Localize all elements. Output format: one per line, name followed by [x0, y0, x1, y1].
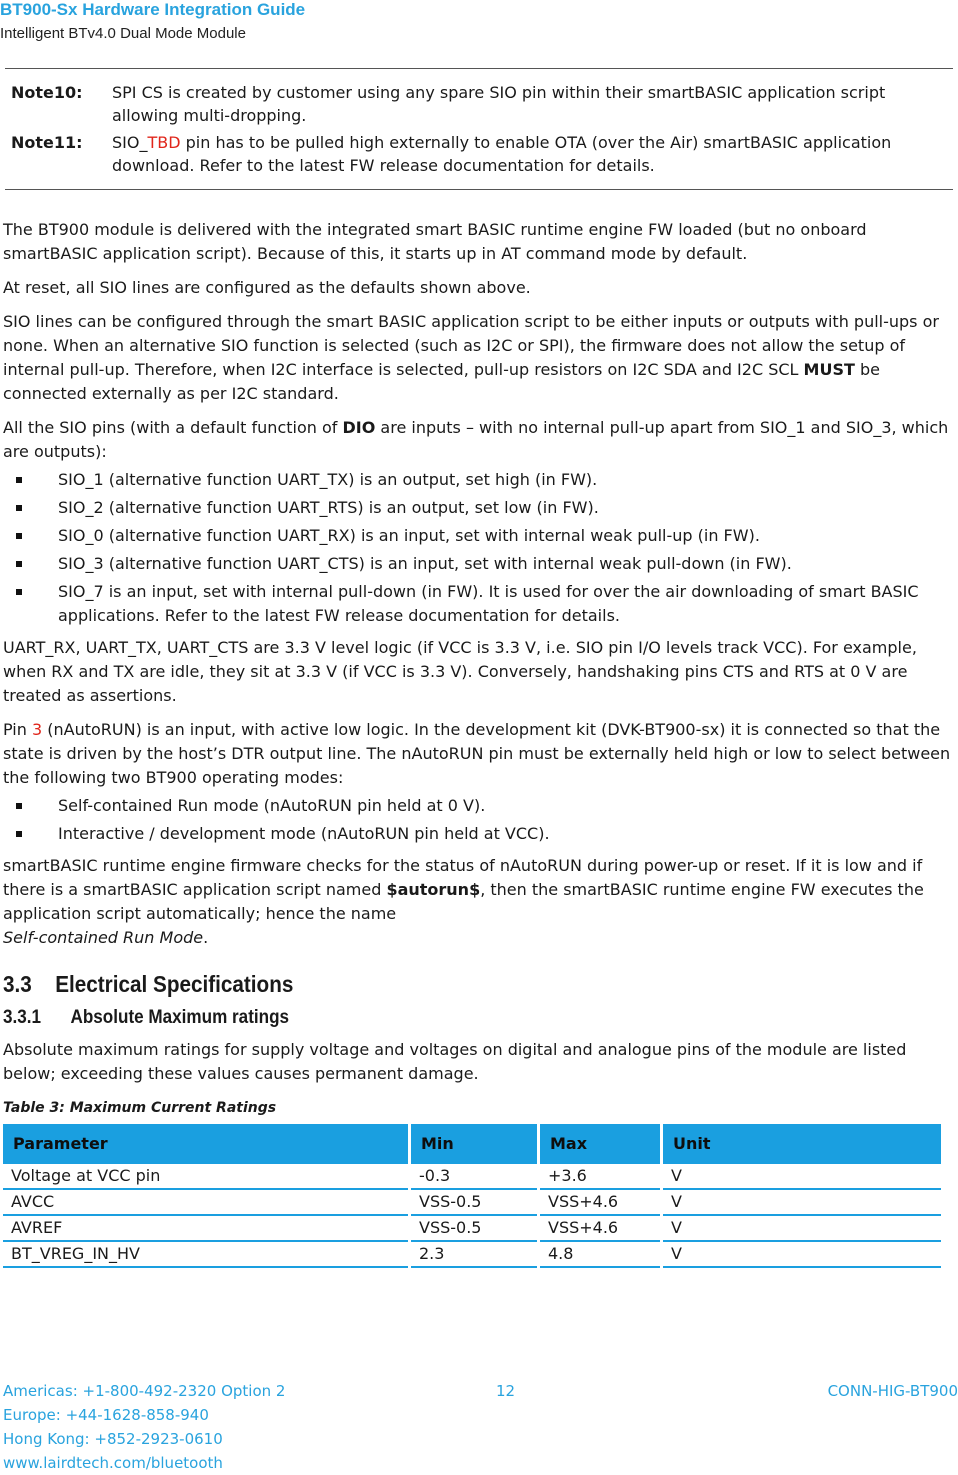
bullet-icon	[16, 477, 22, 483]
subsection-heading	[3, 1006, 858, 1030]
table-header-row	[3, 1124, 941, 1164]
document-title: BT900-Sx Hardware Integration Guide	[0, 0, 306, 19]
bullet-icon	[16, 561, 22, 567]
table-cell: -0.3	[411, 1164, 537, 1190]
table-cell: VSS-0.5	[411, 1216, 537, 1242]
note-text	[112, 131, 953, 177]
footer-americas: Americas: +1-800-492-2320 Option 2	[3, 1382, 286, 1400]
note-text-start: SIO_	[112, 133, 148, 152]
bullet-icon	[16, 831, 22, 837]
footer-hongkong: Hong Kong: +852-2923-0610	[3, 1430, 223, 1448]
footer-website-link[interactable]: www.lairdtech.com/bluetooth	[3, 1454, 223, 1472]
subsection-number: 3.3.1	[3, 1007, 42, 1028]
page-number: 12	[496, 1382, 516, 1400]
table-cell: BT_VREG_IN_HV	[3, 1242, 408, 1268]
section-number: 3.3	[3, 971, 32, 997]
bullet-icon	[16, 589, 22, 595]
paragraph-autorun	[3, 718, 953, 790]
text-run: .	[203, 928, 209, 947]
list-item	[3, 496, 953, 520]
mode-list	[3, 794, 953, 846]
notes-box	[5, 68, 953, 190]
paragraph-reset: At reset, all SIO lines are configured as the defaults shown above.	[3, 278, 531, 297]
table-cell: +3.6	[540, 1164, 660, 1190]
table-row	[3, 1164, 941, 1190]
column-header: Unit	[663, 1124, 941, 1164]
text-run: SIO lines can be configured through the smart BASIC application script to be either inputs or outputs with pull-ups or none. When an alternative SIO function is selected (such as I2C or SPI), the firmware does not allow the setup of internal pull-up. Therefore, when I2C interface is selected, pull-up resistors on I2C SDA and I2C SCL	[3, 312, 939, 379]
list-item-text: Self-contained Run mode (nAutoRUN pin held at 0 V).	[58, 796, 486, 815]
document-code: CONN-HIG-BT900	[827, 1382, 958, 1400]
table-cell: V	[663, 1242, 941, 1268]
list-item-text: SIO_2 (alternative function UART_RTS) is an output, set low (in FW).	[58, 498, 599, 517]
column-header: Max	[540, 1124, 660, 1164]
table-cell: 2.3	[411, 1242, 537, 1268]
subsection-title: Absolute Maximum ratings	[70, 1007, 290, 1028]
paragraph-sio-pins	[3, 416, 953, 464]
list-item	[3, 552, 953, 576]
text-run: smartBASIC runtime engine firmware checks for the status of nAutoRUN during power-up or reset. If it is low and if there is a smartBASIC application script named	[3, 856, 923, 899]
list-item-text: SIO_0 (alternative function UART_RX) is an input, set with internal weak pull-up (in FW).	[58, 526, 760, 545]
bullet-icon	[16, 505, 22, 511]
paragraph-sio-config	[3, 310, 953, 406]
pin-number: 3	[31, 720, 43, 739]
footer-europe: Europe: +44-1628-858-940	[3, 1406, 209, 1424]
text-run: are inputs – with no internal pull-up apart from SIO_1 and SIO_3, which are outputs):	[3, 418, 949, 461]
table-caption: Table 3: Maximum Current Ratings	[3, 1100, 277, 1116]
table-cell: AVCC	[3, 1190, 408, 1216]
section-heading	[3, 972, 858, 996]
ratings-table	[0, 1124, 944, 1268]
table-cell: VSS+4.6	[540, 1190, 660, 1216]
text-bold: MUST	[803, 360, 855, 379]
list-item	[3, 580, 953, 628]
list-item	[3, 524, 953, 548]
section-title: Electrical Specifications	[55, 971, 294, 997]
table-cell: VSS+4.6	[540, 1216, 660, 1242]
page-header	[0, 0, 305, 44]
bullet-icon	[16, 533, 22, 539]
paragraph-uart: UART_RX, UART_TX, UART_CTS are 3.3 V level logic (if VCC is 3.3 V, i.e. SIO pin I/O levels track VCC). For example, when RX and TX are idle, they sit at 3.3 V (if VCC is 3.3 V). Conversely, handshaking pins CTS and RTS at 0 V are treated as assertions.	[3, 638, 917, 705]
table-cell: AVREF	[3, 1216, 408, 1242]
text-bold: $autorun$	[386, 880, 481, 899]
text-run: , then the smartBASIC runtime engine FW executes the application script automatically; hence the name	[3, 880, 924, 923]
text-italic: Self-contained Run Mode	[3, 928, 204, 947]
table-cell: V	[663, 1164, 941, 1190]
column-header: Min	[411, 1124, 537, 1164]
note-11	[5, 131, 953, 177]
table-cell: VSS-0.5	[411, 1190, 537, 1216]
note-10	[5, 81, 953, 127]
table-cell: 4.8	[540, 1242, 660, 1268]
table-row	[3, 1190, 941, 1216]
table-cell: V	[663, 1216, 941, 1242]
text-run: be connected externally as per I2C standard.	[3, 360, 880, 403]
text-run: (nAutoRUN) is an input, with active low logic. In the development kit (DVK-BT900-sx) it is connected so that the state is driven by the host’s DTR output line. The nAutoRUN pin must be externally held high or low to select between the following two BT900 operating modes:	[3, 720, 951, 787]
text-run: All the SIO pins (with a default function of	[3, 418, 343, 437]
text-bold: DIO	[342, 418, 376, 437]
list-item	[3, 468, 953, 492]
tbd-marker: TBD	[147, 133, 181, 152]
note-label: Note11:	[11, 133, 83, 152]
page-footer	[3, 1379, 958, 1475]
document-subtitle: Intelligent BTv4.0 Dual Mode Module	[0, 25, 246, 42]
list-item-text: SIO_3 (alternative function UART_CTS) is an input, set with internal weak pull-down (in FW).	[58, 554, 792, 573]
bullet-icon	[16, 803, 22, 809]
list-item	[3, 794, 953, 818]
page-body	[3, 218, 953, 1268]
list-item-text: SIO_7 is an input, set with internal pull-down (in FW). It is used for over the air downloading of smart BASIC applications. Refer to the latest FW release documentation for details.	[58, 582, 919, 625]
list-item-text: Interactive / development mode (nAutoRUN pin held at VCC).	[58, 824, 550, 843]
table-row	[3, 1242, 941, 1268]
table-row	[3, 1216, 941, 1242]
list-item	[3, 822, 953, 846]
sio-list	[3, 468, 953, 628]
paragraph-intro: The BT900 module is delivered with the integrated smart BASIC runtime engine FW loaded (but no onboard smartBASIC application script). Because of this, it starts up in AT command mode by default.	[3, 220, 867, 263]
note-text: SPI CS is created by customer using any spare SIO pin within their smartBASIC application script allowing multi-dropping.	[112, 83, 886, 125]
paragraph-ratings-intro: Absolute maximum ratings for supply voltage and voltages on digital and analogue pins of the module are listed below; exceeding these values causes permanent damage.	[3, 1040, 907, 1083]
text-run: Pin	[3, 720, 32, 739]
note-label: Note10:	[11, 83, 83, 102]
list-item-text: SIO_1 (alternative function UART_TX) is an output, set high (in FW).	[58, 470, 598, 489]
table-cell: V	[663, 1190, 941, 1216]
table-cell: Voltage at VCC pin	[3, 1164, 408, 1190]
paragraph-firmware	[3, 854, 953, 950]
column-header: Parameter	[3, 1124, 408, 1164]
note-text-rest: pin has to be pulled high externally to enable OTA (over the Air) smartBASIC application download. Refer to the latest FW release documentation for details.	[112, 133, 892, 175]
